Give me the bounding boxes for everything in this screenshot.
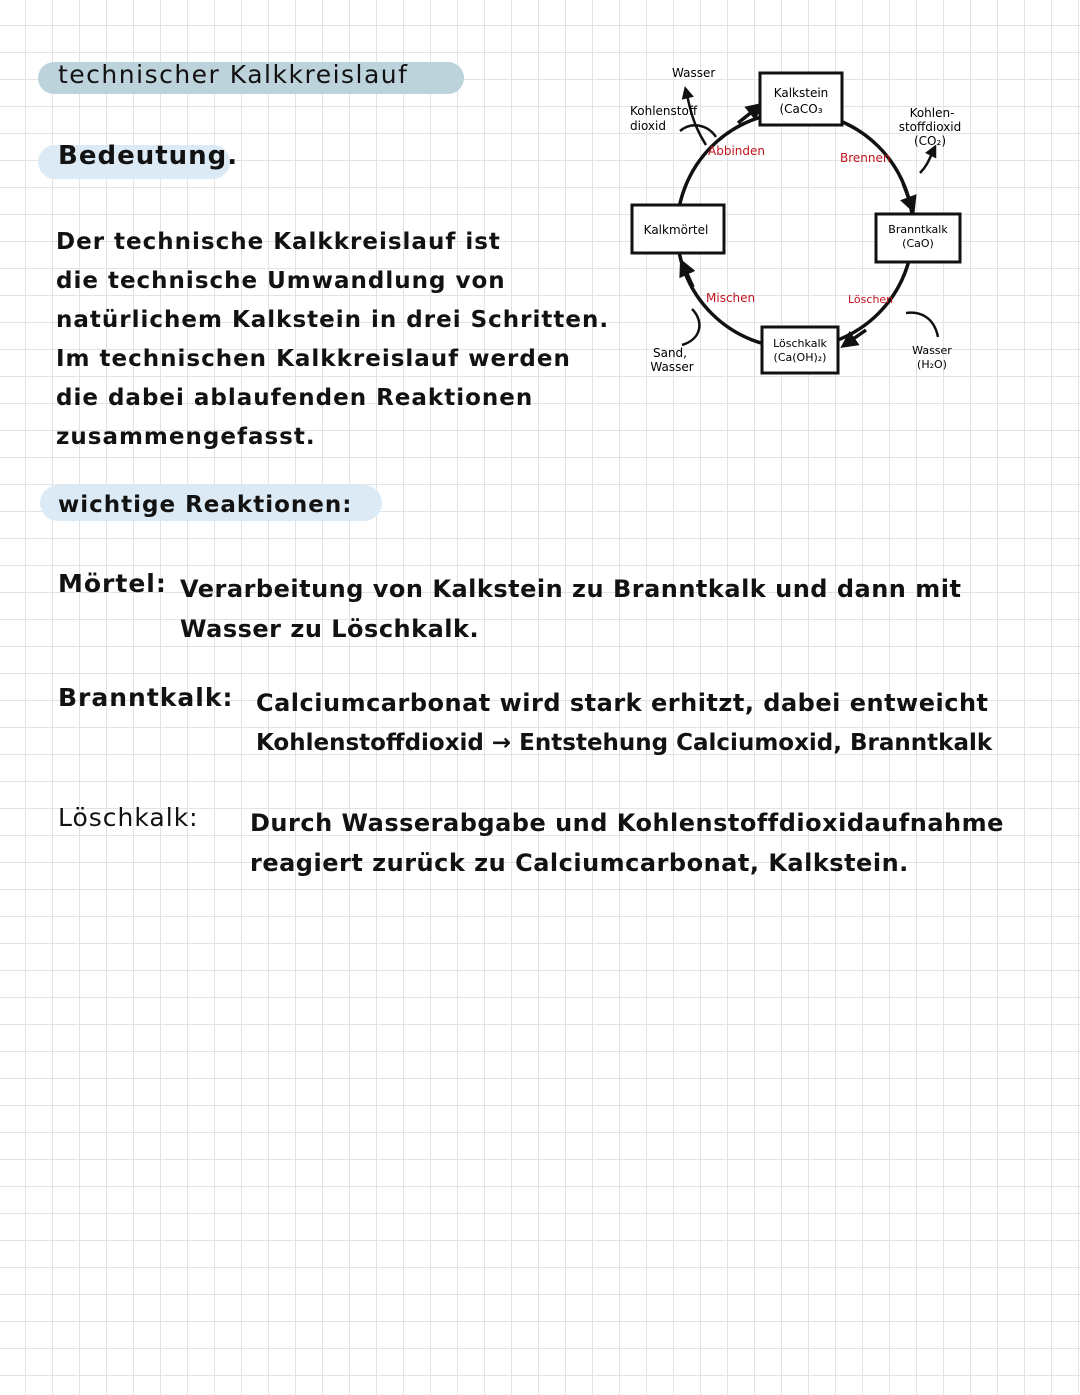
reaction-def-moertel-line-2: Wasser zu Löschkalk. [180, 615, 480, 643]
meaning-line: die technische Umwandlung von [56, 268, 506, 294]
arrow-to-branntkalk-icon [903, 183, 912, 207]
sand-in-arrow-icon [682, 309, 699, 345]
co2-out-arrow-icon [920, 149, 934, 173]
node-loeschkalk-box [762, 327, 838, 373]
meaning-line: Im technischen Kalkkreislauf werden [56, 346, 571, 372]
meaning-paragraph [56, 223, 609, 457]
wasser-right-label-2: (H₂O) [917, 358, 947, 371]
reaction-def-loeschkalk-line-2: reagiert zurück zu Calciumcarbonat, Kalkstein. [250, 849, 909, 877]
sand-wasser-label-2: Wasser [650, 360, 694, 374]
wasser-out-arrow-icon [686, 91, 706, 145]
reaction-def-moertel-line-1: Verarbeitung von Kalkstein zu Branntkalk und dann mit [180, 575, 962, 603]
step-loeschen: Löschen [848, 293, 894, 306]
node-kalkstein-formula: (CaCO₃ [779, 102, 823, 116]
lime-cycle-diagram [620, 55, 980, 395]
meaning-line: natürlichem Kalkstein in drei Schritten. [56, 307, 610, 333]
node-kalkmoertel-label: Kalkmörtel [643, 223, 709, 237]
wasser-in-arrow-icon [906, 313, 938, 337]
step-brennen: Brennen [840, 151, 891, 165]
reaction-term-branntkalk: Branntkalk: [58, 683, 234, 712]
reaction-def-branntkalk-line-2: Kohlenstoffdioxid → Entstehung Calciumoxid, Branntkalk [256, 730, 993, 756]
step-abbinden: Abbinden [708, 144, 765, 158]
node-loeschkalk-formula: (Ca(OH)₂) [773, 351, 827, 364]
co2-right-label-3: (CO₂) [914, 134, 946, 148]
sand-wasser-label-1: Sand, [652, 346, 688, 360]
wasser-right-label-1: Wasser [912, 344, 952, 357]
meaning-line: die dabei ablaufenden Reaktionen [56, 385, 534, 411]
reaction-def-branntkalk-line-1: Calciumcarbonat wird stark erhitzt, dabei entweicht [256, 689, 989, 717]
node-kalkstein-label: Kalkstein [773, 86, 829, 100]
step-mischen: Mischen [706, 291, 756, 305]
wasser-top-label: Wasser [672, 66, 716, 80]
reaction-def-loeschkalk-line-1: Durch Wasserabgabe und Kohlenstoffdioxidaufnahme [250, 809, 1004, 837]
node-branntkalk-formula: (CaO) [902, 237, 934, 250]
reaction-term-loeschkalk: Löschkalk: [58, 803, 199, 832]
meaning-line: Der technische Kalkkreislauf ist [56, 229, 501, 255]
node-branntkalk-label: Branntkalk [888, 223, 948, 236]
section-heading-reactions: wichtige Reaktionen: [58, 492, 353, 518]
node-loeschkalk-label: Löschkalk [773, 337, 827, 350]
meaning-line: zusammengefasst. [56, 424, 316, 450]
page-title: technischer Kalkkreislauf [58, 60, 409, 89]
co2-left-label-2: dioxid [630, 119, 666, 133]
co2-right-label-2: stoffdioxid [898, 120, 962, 134]
section-heading-meaning: Bedeutung. [58, 141, 239, 171]
reaction-term-moertel: Mörtel: [58, 569, 167, 598]
co2-left-label-1: Kohlenstoff [630, 104, 698, 118]
co2-right-label-1: Kohlen- [909, 106, 955, 120]
